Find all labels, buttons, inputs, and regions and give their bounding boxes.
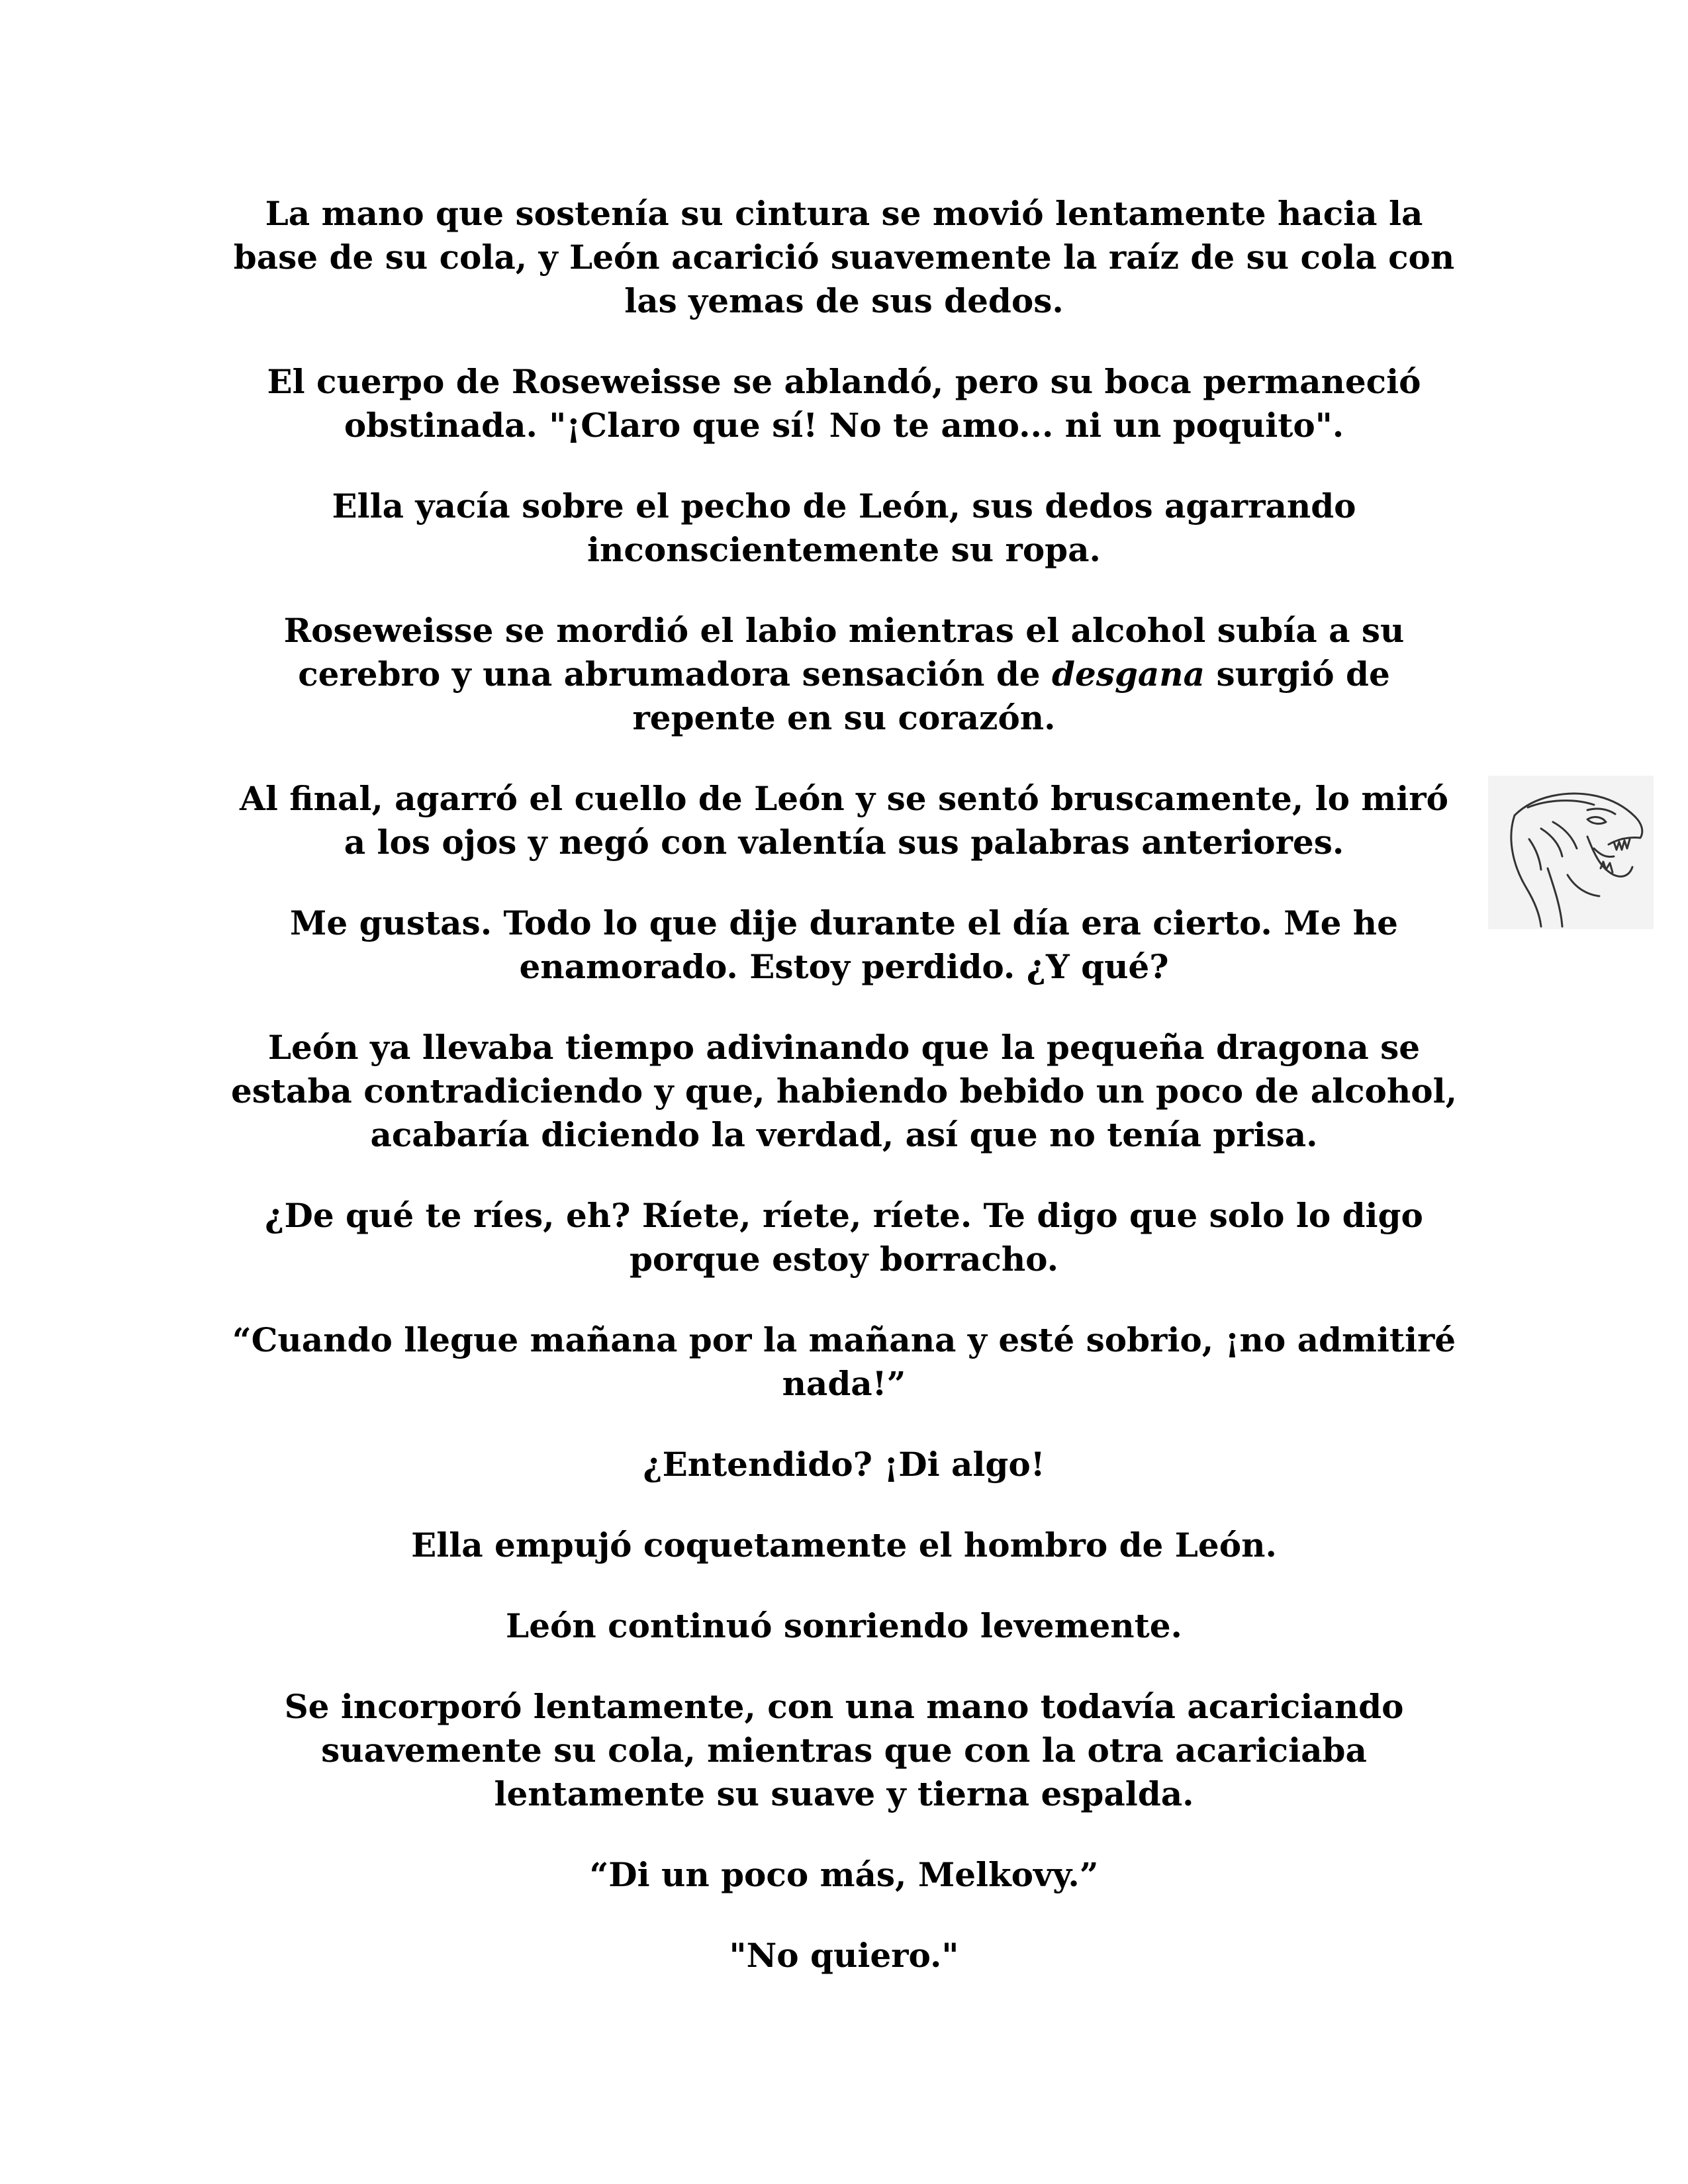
paragraph-4-before: Roseweisse se mordió el labio mientras el alcohol subía a su cerebro y una abrumadora sensación de xyxy=(283,611,1405,694)
dragon-head-sketch-icon xyxy=(1488,776,1654,929)
emphasis-word: desgana xyxy=(1052,655,1205,694)
paragraph-7: León ya llevaba tiempo adivinando que la pequeña dragona se estaba contradiciendo y que, habiendo bebido un poco de alcohol, acabaría diciendo la verdad, así que no tenía prisa. xyxy=(230,1028,1457,1154)
paragraph-14: “Di un poco más, Melkovy.” xyxy=(589,1855,1099,1894)
paragraph-13: Se incorporó lentamente, con una mano todavía acariciando suavemente su cola, mientras que con la otra acariciaba lentamente su suave y tierna espalda. xyxy=(284,1687,1404,1813)
paragraph-10: ¿Entendido? ¡Di algo! xyxy=(643,1445,1045,1484)
paragraph-4-after: surgió de repente en su corazón. xyxy=(632,655,1390,737)
paragraph-6: Me gustas. Todo lo que dije durante el día era cierto. Me he enamorado. Estoy perdido. ¿Y qué? xyxy=(290,903,1398,986)
story-text xyxy=(225,192,1463,2015)
paragraph-9: “Cuando llegue mañana por la mañana y esté sobrio, ¡no admitiré nada!” xyxy=(232,1320,1456,1403)
paragraph-1: La mano que sostenía su cintura se movió lentamente hacia la base de su cola, y León acarició suavemente la raíz de su cola con las yemas de sus dedos. xyxy=(233,194,1455,320)
paragraph-15: "No quiero." xyxy=(729,1936,959,1975)
paragraph-2: El cuerpo de Roseweisse se ablandó, pero su boca permaneció obstinada. "¡Claro que sí! No te amo... ni un poquito". xyxy=(267,362,1421,445)
paragraph-12: León continuó sonriendo levemente. xyxy=(506,1606,1182,1645)
paragraph-3: Ella yacía sobre el pecho de León, sus dedos agarrando inconscientemente su ropa. xyxy=(332,486,1356,569)
paragraph-4 xyxy=(225,609,1463,740)
paragraph-5: Al final, agarró el cuello de León y se sentó bruscamente, lo miró a los ojos y negó con valentía sus palabras anteriores. xyxy=(240,779,1448,862)
paragraph-8: ¿De qué te ríes, eh? Ríete, ríete, ríete. Te digo que solo lo digo porque estoy borracho. xyxy=(265,1196,1423,1279)
paragraph-11: Ella empujó coquetamente el hombro de León. xyxy=(411,1525,1277,1565)
